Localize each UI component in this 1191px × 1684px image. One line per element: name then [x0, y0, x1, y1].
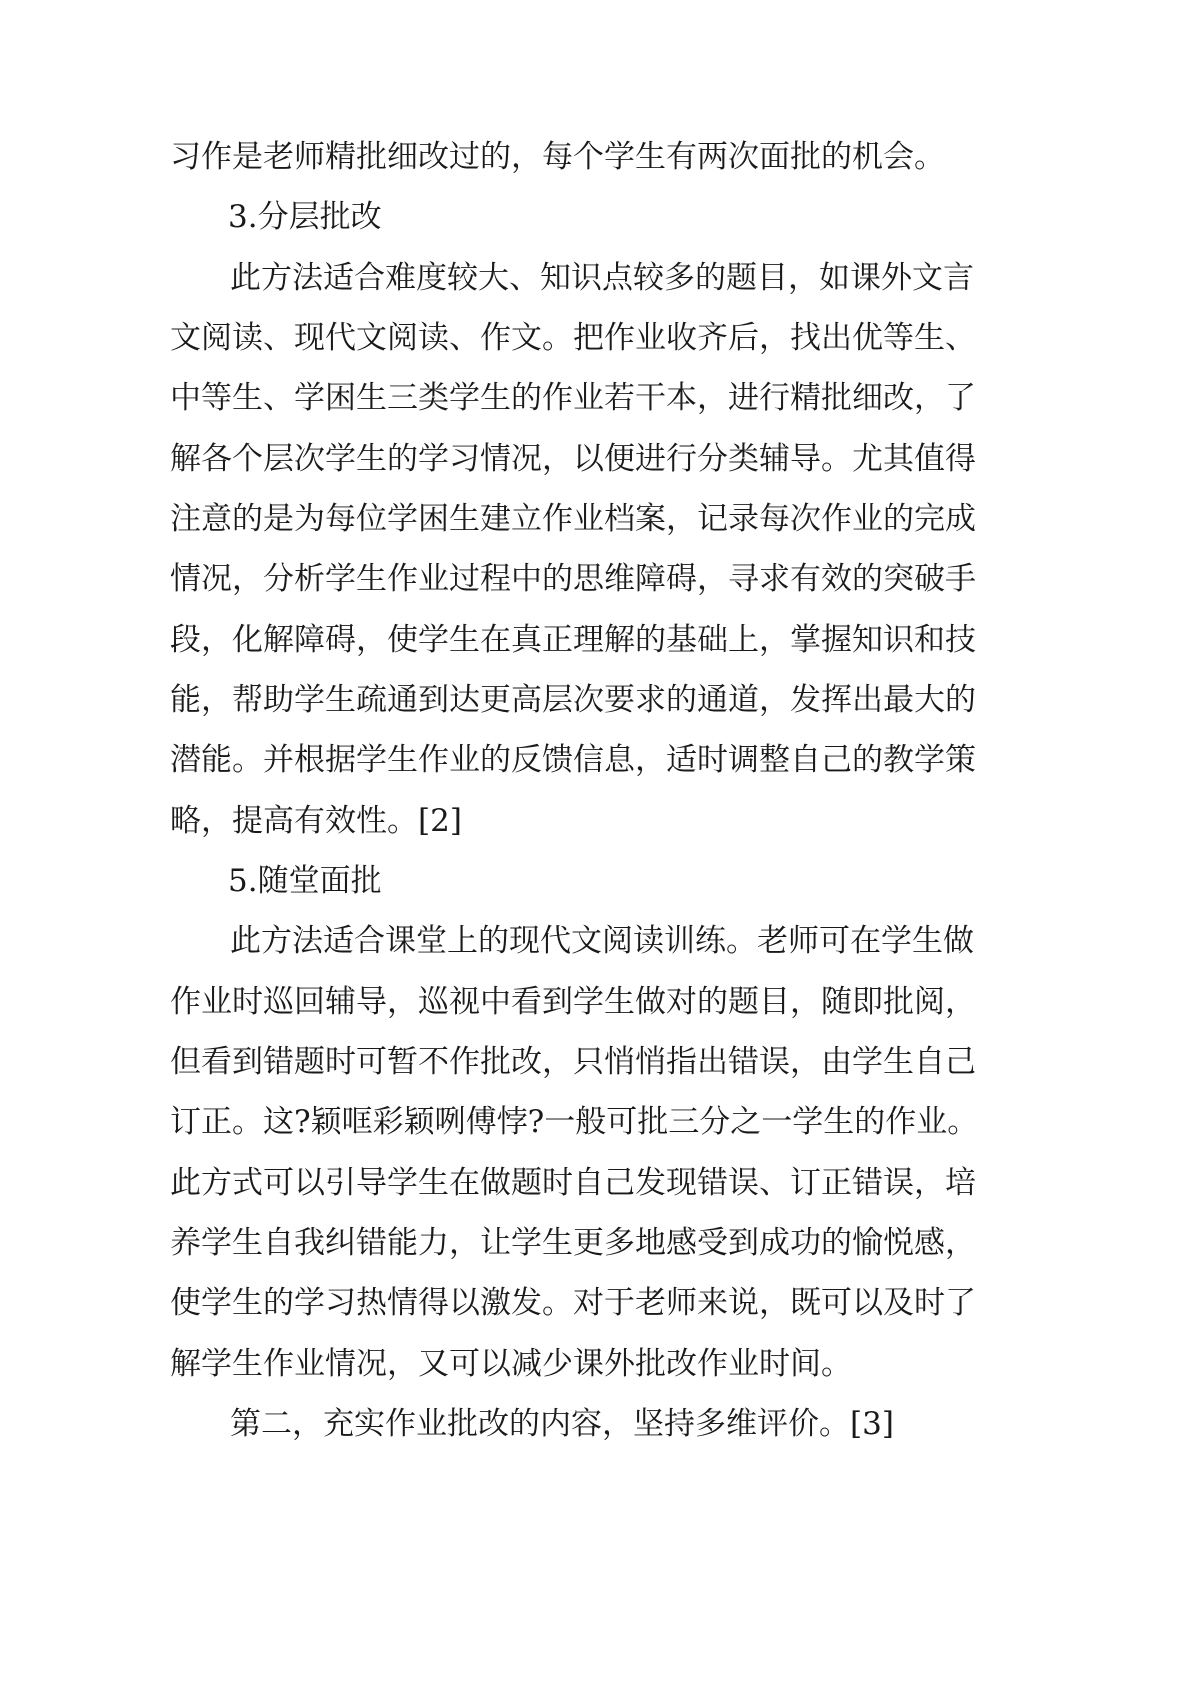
text-line: 注意的是为每位学困生建立作业档案，记录每次作业的完成 — [170, 501, 976, 537]
text-line: 解各个层次学生的学习情况，以便进行分类辅导。尤其值得 — [170, 441, 976, 477]
text-line: 略，提高有效性。[2] — [170, 803, 462, 839]
text-line: 订正。这?颖哐彩颖咧傅悖?一般可批三分之一学生的作业。 — [170, 1104, 979, 1140]
text-line: 此方法适合难度较大、知识点较多的题目，如课外文言 — [230, 260, 974, 296]
text-line: 习作是老师精批细改过的，每个学生有两次面批的机会。 — [170, 139, 945, 175]
text-line: 段，化解障碍，使学生在真正理解的基础上，掌握知识和技 — [170, 622, 976, 658]
text-line: 情况，分析学生作业过程中的思维障碍，寻求有效的突破手 — [170, 561, 976, 597]
text-line: 解学生作业情况，又可以减少课外批改作业时间。 — [170, 1346, 852, 1382]
text-line: 此方式可以引导学生在做题时自己发现错误、订正错误，培 — [170, 1165, 976, 1201]
text-line: 能，帮助学生疏通到达更高层次要求的通道，发挥出最大的 — [170, 682, 976, 718]
text-line: 养学生自我纠错能力，让学生更多地感受到成功的愉悦感， — [170, 1225, 976, 1261]
text-line: 文阅读、现代文阅读、作文。把作业收齐后，找出优等生、 — [170, 320, 976, 356]
section-heading: 3.分层批改 — [228, 199, 382, 235]
text-line: 作业时巡回辅导，巡视中看到学生做对的题目，随即批阅， — [170, 984, 976, 1020]
text-line: 第二，充实作业批改的内容，坚持多维评价。[3] — [230, 1406, 894, 1442]
text-line: 此方法适合课堂上的现代文阅读训练。老师可在学生做 — [230, 923, 974, 959]
section-heading: 5.随堂面批 — [228, 863, 382, 899]
text-line: 使学生的学习热情得以激发。对于老师来说，既可以及时了 — [170, 1285, 976, 1321]
text-line: 中等生、学困生三类学生的作业若干本，进行精批细改，了 — [170, 380, 976, 416]
text-line: 潜能。并根据学生作业的反馈信息，适时调整自己的教学策 — [170, 742, 976, 778]
text-line: 但看到错题时可暂不作批改，只悄悄指出错误，由学生自己 — [170, 1044, 976, 1080]
